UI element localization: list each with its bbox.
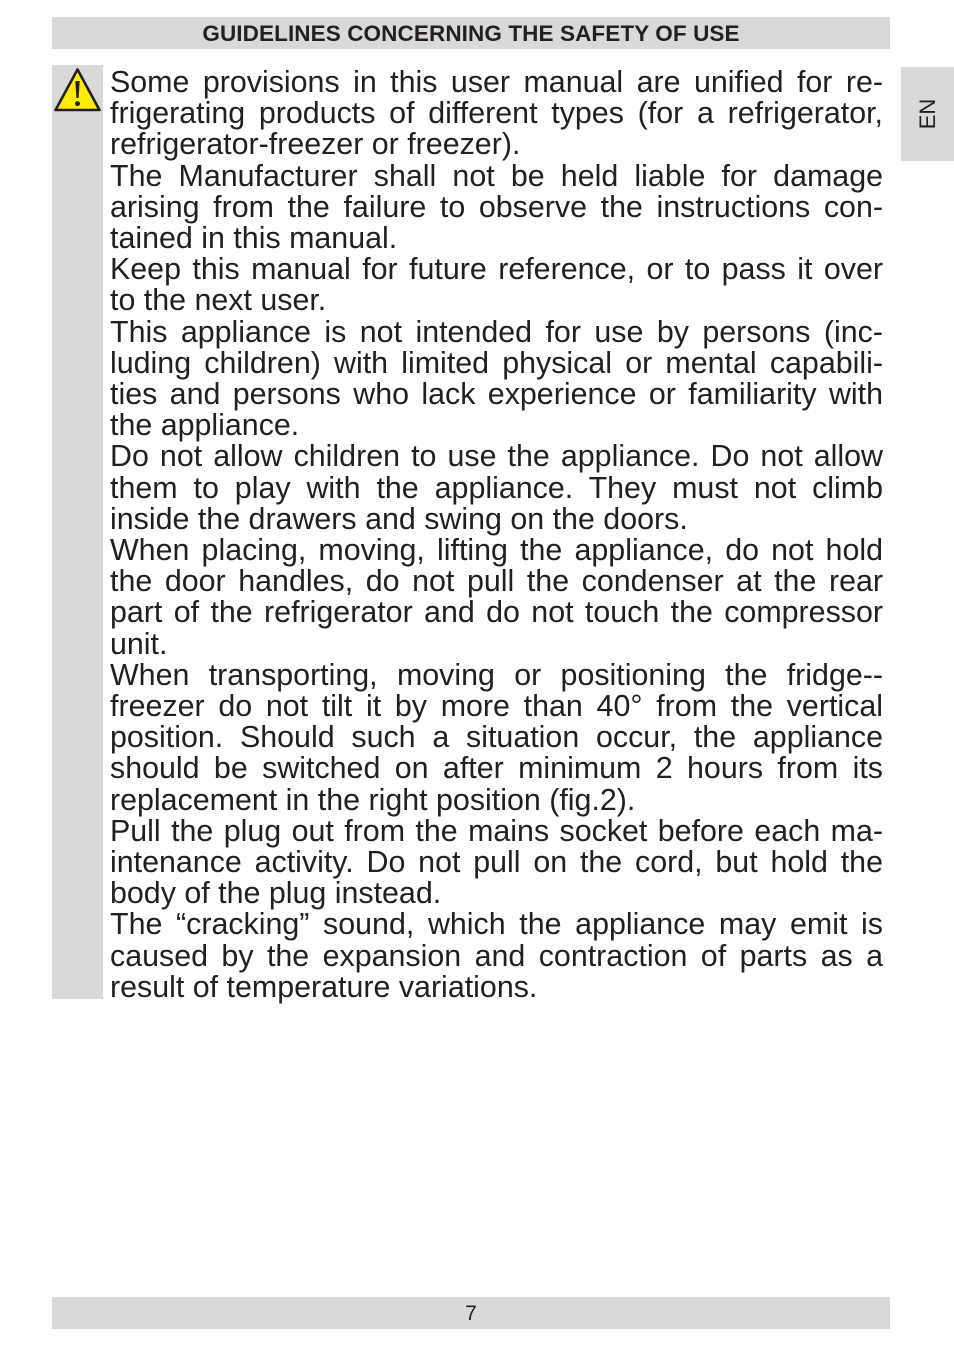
page-number: 7 <box>465 1302 477 1325</box>
paragraph-cracking-sound: The “cracking” sound, which the appliance may emit is caused by the expansion and contraction of parts as a result of temperature variations. <box>110 907 883 1004</box>
section-header <box>52 17 890 49</box>
page-footer <box>52 1297 890 1329</box>
paragraph-children: Do not allow children to use the appliance. Do not allow them to play with the appliance. They must not climb inside the drawers and swing on the doors. <box>110 439 883 536</box>
paragraph-moving-appliance: When placing, moving, lifting the appliance, do not hold the door handles, do not pull the condenser at the rear part of the refrigerator and do not touch the compressor unit. <box>110 533 883 661</box>
language-label: EN <box>914 98 940 130</box>
paragraph-limited-capabilities: This appliance is not intended for use by persons (inc-luding children) with limited physical or mental capabili-ties and persons who lack experience or familiarity with the appliance. <box>110 314 883 443</box>
warning-triangle-icon <box>53 66 102 114</box>
paragraph-unplug: Pull the plug out from the mains socket before each ma-intenance activity. Do not pull on the cord, but hold the body of the plug instead. <box>110 813 883 911</box>
section-title: GUIDELINES CONCERNING THE SAFETY OF USE <box>202 21 740 46</box>
paragraph-unified-provisions: Some provisions in this user manual are unified for re-frigerating products of different types (for a refrigerator, refrigerator-freezer or freezer). <box>110 65 883 162</box>
paragraph-transport-tilt: When transporting, moving or positioning the fridge--freezer do not tilt it by more than 40° from the vertical position. Should such a situation occur, the appliance should be switched on after minimum 2 hours from its replacement in the right position (fig.2). <box>110 657 883 817</box>
paragraph-manufacturer-liability: The Manufacturer shall not be held liable for damage arising from the failure to observe the instructions con-tained in this manual. <box>110 158 883 256</box>
safety-guidelines-text <box>110 67 883 1003</box>
language-tab <box>901 67 954 161</box>
paragraph-keep-manual: Keep this manual for future reference, or to pass it over to the next user. <box>110 252 883 318</box>
warning-side-strip <box>52 65 103 999</box>
